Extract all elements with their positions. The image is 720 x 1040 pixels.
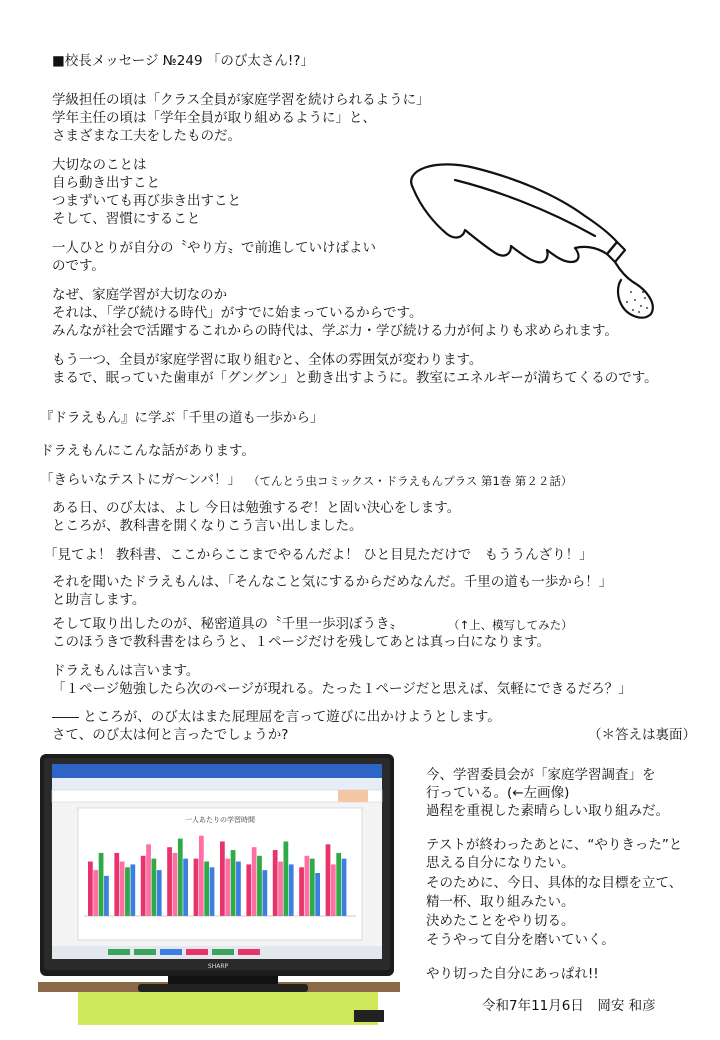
story-line: さて、のび太は何と言ったでしょうか? <box>52 727 289 743</box>
important-line: つまずいても再び歩き出すこと <box>52 193 241 209</box>
page-title: ■校長メッセージ №249 「のび太さん!?」 <box>52 53 314 69</box>
chart-bar <box>93 870 98 916</box>
right-line: やり切った自分にあっぱれ!! <box>426 966 599 982</box>
story-line: ドラえもんは言います。 <box>52 663 200 679</box>
chart-bar <box>141 856 146 916</box>
chart-bar <box>278 862 283 916</box>
intro-line: さまざまな工夫をしたものだ。 <box>52 128 241 144</box>
why-line: それは、「学び続ける時代」がすでに始まっているからです。 <box>52 305 423 321</box>
chart-bar <box>88 862 93 916</box>
story-quote: 「１ページ勉強したら次のページが現れる。たった１ページだと思えば、気軽にできるだろ？」 <box>52 681 632 697</box>
chart-bar <box>342 859 347 916</box>
chart-bar <box>231 850 236 916</box>
story-line: と助言します。 <box>52 592 146 608</box>
right-line: そのために、今日、具体的な目標を立て、 <box>426 875 683 891</box>
chart-bar <box>262 870 267 916</box>
chart-bar <box>146 844 151 916</box>
chart-title: 一人あたりの学習時間 <box>185 816 255 824</box>
chart-bar <box>204 862 209 916</box>
right-line: 思える自分になりたい。 <box>426 855 575 871</box>
right-line: そうやって自分を磨いていく。 <box>426 932 615 948</box>
chart-bar <box>284 841 289 916</box>
story-line: そして取り出したのが、秘密道具の〝千里一歩羽ぼうき〟 <box>52 616 403 632</box>
chart-bar <box>289 864 294 916</box>
chart-bar <box>125 867 130 916</box>
story-line: このほうきで教科書をはらうと、１ページだけを残してあとは真っ白になります。 <box>52 634 551 650</box>
individual-line: のです。 <box>52 258 105 274</box>
doraemon-lead: ドラえもんにこんな話があります。 <box>40 443 255 459</box>
chart-bar <box>194 859 199 916</box>
why-line: みんなが社会で活躍するこれからの時代は、学ぶ力・学び続ける力が何よりも求められます。 <box>52 323 618 339</box>
chart-bar <box>210 867 215 916</box>
chart-bar <box>331 864 336 916</box>
chart-bar <box>257 856 262 916</box>
story-source: （てんとう虫コミックス・ドラえもんプラス 第1巻 第２２話） <box>248 474 573 488</box>
tv-svg <box>38 750 400 1025</box>
story-title: 「きらいなテストにガ～ンバ！」 <box>40 472 242 488</box>
chart-bar <box>305 856 310 916</box>
intro-line: 学年主任の頃は「学年全員が取り組めるように」と、 <box>52 110 376 126</box>
another-line: まるで、眠っていた歯車が「グングン」と動き出すように。教室にエネルギーが満ちてくるのです。 <box>52 370 658 386</box>
chart-bar <box>104 876 109 916</box>
chart-bar <box>336 853 341 916</box>
right-line: 今、学習委員会が「家庭学習調査」を <box>426 767 656 783</box>
answer-note: （＊答えは裏面） <box>588 727 696 743</box>
chart-bar <box>252 847 257 916</box>
right-line: 精一杯、取り組みたい。 <box>426 894 575 910</box>
important-line: 大切なのことは <box>52 157 147 173</box>
chart-bar <box>130 864 135 916</box>
individual-line: 一人ひとりが自分の〝やり方〟で前進していけばよい <box>52 240 376 256</box>
chart-bar <box>273 850 278 916</box>
tv-brand: SHARP <box>207 963 229 970</box>
chart-bar <box>326 844 331 916</box>
another-line: もう一つ、全員が家庭学習に取り組むと、全体の雰囲気が変わります。 <box>52 352 483 368</box>
chart-bar <box>120 862 125 916</box>
chart-bar <box>114 853 119 916</box>
tv-photo <box>38 750 400 1025</box>
doraemon-heading: 『ドラえもん』に学ぶ「千里の道も一歩から」 <box>40 410 324 426</box>
story-quote: 「見てよ！ 教科書、ここからここまでやるんだよ！ ひと目見ただけで もううんざり！」 <box>44 547 593 563</box>
right-line: 決めたことをやり切る。 <box>426 913 575 929</box>
why-line: なぜ、家庭学習が大切なのか <box>52 287 228 303</box>
chart-bar <box>236 862 241 916</box>
important-line: そして、習慣にすること <box>52 211 201 227</box>
story-line: ある日、のび太は、よし 今日は勉強するぞ！と固い決心をします。 <box>52 500 461 516</box>
story-line: ―― ところが、のび太はまた屁理屈を言って遊びに出かけようとします。 <box>52 709 501 725</box>
chart-bar <box>246 864 251 916</box>
chart-bar <box>315 873 320 916</box>
story-line: それを聞いたドラえもんは、「そんなこと気にするからだめなんだ。千里の道も一歩から！」 <box>52 574 613 590</box>
chart-bar <box>178 839 183 916</box>
chart-bar <box>152 859 157 916</box>
chart-bar <box>310 859 315 916</box>
important-line: 自ら動き出すこと <box>52 175 160 191</box>
right-line: 過程を重視した素晴らしい取り組みだ。 <box>426 803 669 819</box>
intro-line: 学級担任の頃は「クラス全員が家庭学習を続けられるように」 <box>52 92 430 108</box>
chart-bar <box>183 859 188 916</box>
right-line: テストが終わったあとに、“やりきった”と <box>426 837 683 853</box>
chart-bar <box>220 841 225 916</box>
chart-bar <box>99 853 104 916</box>
story-line: ところが、教科書を開くなりこう言い出しました。 <box>52 518 363 534</box>
chart-bar <box>199 836 204 916</box>
signature: 令和7年11月6日 岡安 和彦 <box>482 998 656 1014</box>
illustration-note: （↑上、模写してみた） <box>448 618 573 632</box>
chart-bar <box>167 847 172 916</box>
chart-bar <box>299 867 304 916</box>
right-line: 行っている。(←左画像) <box>426 785 570 801</box>
broom-illustration <box>395 150 670 320</box>
chart-bar <box>225 859 230 916</box>
chart-bar <box>157 870 162 916</box>
chart-bar <box>173 853 178 916</box>
